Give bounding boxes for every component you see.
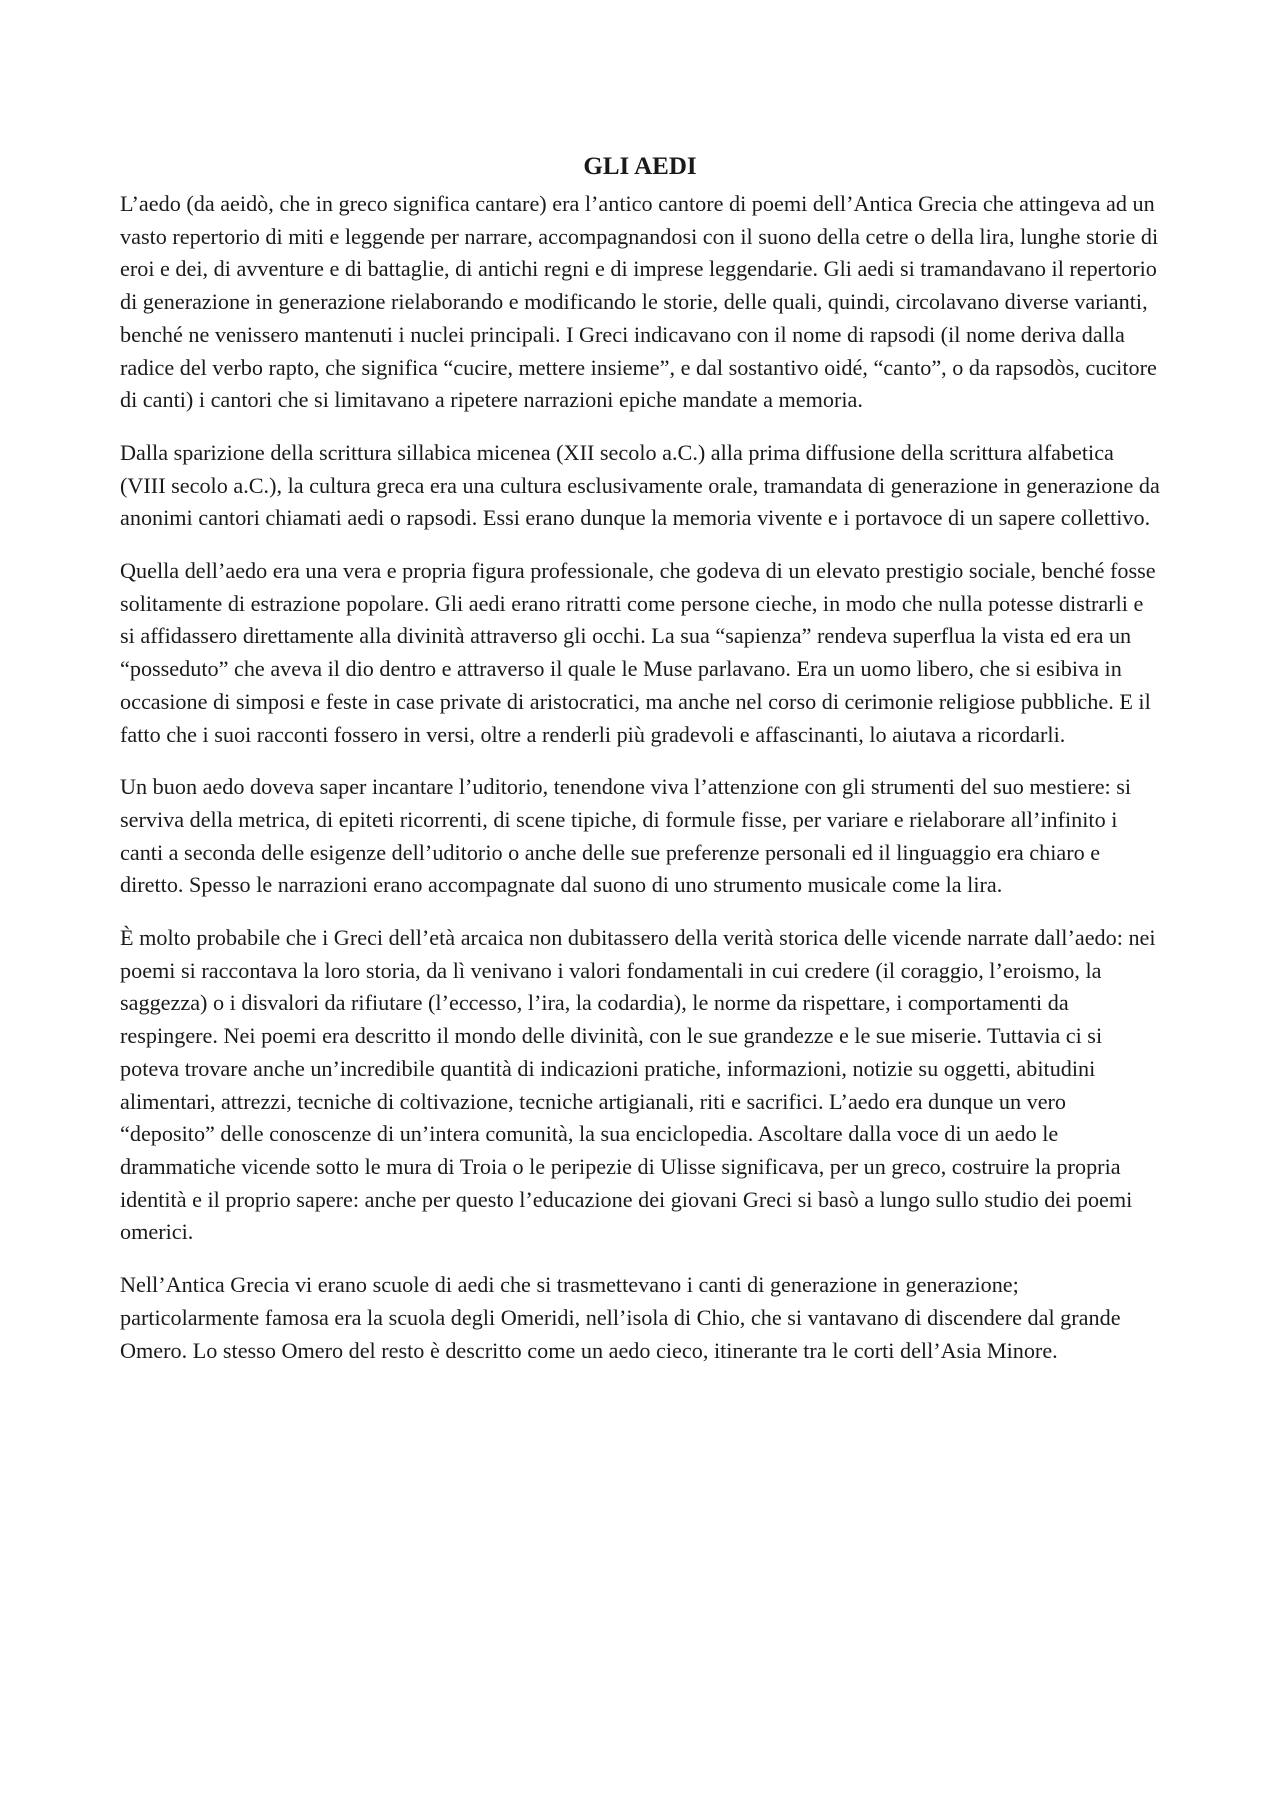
paragraph-3: Quella dell’aedo era una vera e propria figura professionale, che godeva di un elevato prestigio sociale, benché fosse solitamente di estrazione popolare. Gli aedi erano ritratti come persone cieche, in modo che nulla potesse distrarli e si affidassero direttamente alla divinità attraverso gli occhi. La sua “sapienza” rendeva superflua la vista ed era un “posseduto” che aveva il dio dentro e attraverso il quale le Muse parlavano. Era un uomo libero, che si esibiva in occasione di simposi e feste in case private di aristocratici, ma anche nel corso di cerimonie religiose pubbliche. E il fatto che i suoi racconti fossero in versi, oltre a renderli più gradevoli e affascinanti, lo aiutava a ricordarli. <box>120 558 1156 747</box>
paragraph-5: È molto probabile che i Greci dell’età arcaica non dubitassero della verità storica delle vicende narrate dall’aedo: nei poemi si raccontava la loro storia, da lì venivano i valori fondamentali in cui credere (il coraggio, l’eroismo, la saggezza) o i disvalori da rifiutare (l’eccesso, l’ira, la codardia), le norme da rispettare, i comportamenti da respingere. Nei poemi era descritto il mondo delle divinità, con le sue grandezze e le sue miserie. Tuttavia ci si poteva trovare anche un’incredibile quantità di indicazioni pratiche, informazioni, notizie su oggetti, abitudini alimentari, attrezzi, tecniche di coltivazione, tecniche artigianali, riti e sacrifici. L’aedo era dunque un vero “deposito” delle conoscenze di un’intera comunità, la sua enciclopedia. Ascoltare dalla voce di un aedo le drammatiche vicende sotto le mura di Troia o le peripezie di Ulisse significava, per un greco, costruire la propria identità e il proprio sapere: anche per questo l’educazione dei giovani Greci si basò a lungo sullo studio dei poemi omerici. <box>120 925 1156 1245</box>
paragraph-4: Un buon aedo doveva saper incantare l’uditorio, tenendone viva l’attenzione con gli strumenti del suo mestiere: si serviva della metrica, di epiteti ricorrenti, di scene tipiche, di formule fisse, per variare e rielaborare all’infinito i canti a seconda delle esigenze dell’uditorio o anche delle sue preferenze personali ed il linguaggio era chiaro e diretto. Spesso le narrazioni erano accompagnate dal suono di uno strumento musicale come la lira. <box>120 774 1132 898</box>
document-page <box>120 150 1160 1387</box>
paragraph-2: Dalla sparizione della scrittura sillabica micenea (XII secolo a.C.) alla prima diffusione della scrittura alfabetica (VIII secolo a.C.), la cultura greca era una cultura esclusivamente orale, tramandata di generazione in generazione da anonimi cantori chiamati aedi o rapsodi. Essi erano dunque la memoria vivente e i portavoce di un sapere collettivo. <box>120 439 1160 531</box>
paragraph-6: Nell’Antica Grecia vi erano scuole di aedi che si trasmettevano i canti di generazione in generazione; particolarmente famosa era la scuola degli Omeridi, nell’isola di Chio, che si vantavano di discendere dal grande Omero. Lo stesso Omero del resto è descritto come un aedo cieco, itinerante tra le corti dell’Asia Minore. <box>120 1272 1121 1363</box>
document-title: GLI AEDI <box>583 153 697 180</box>
paragraph-1: L’aedo (da aeidò, che in greco significa cantare) era l’antico cantore di poemi dell’Antica Grecia che attingeva ad un vasto repertorio di miti e leggende per narrare, accompagnandosi con il suono della cetre o della lira, lunghe storie di eroi e dei, di avventure e di battaglie, di antichi regni e di imprese leggendarie. Gli aedi si tramandavano il repertorio di generazione in generazione rielaborando e modificando le storie, delle quali, quindi, circolavano diverse varianti, benché ne venissero mantenuti i nuclei principali. I Greci indicavano con il nome di rapsodi (il nome deriva dalla radice del verbo rapto, che significa “cucire, mettere insieme”, e dal sostantivo oidé, “canto”, o da rapsodòs, cucitore di canti) i cantori che si limitavano a ripetere narrazioni epiche mandate a memoria. <box>120 191 1159 413</box>
